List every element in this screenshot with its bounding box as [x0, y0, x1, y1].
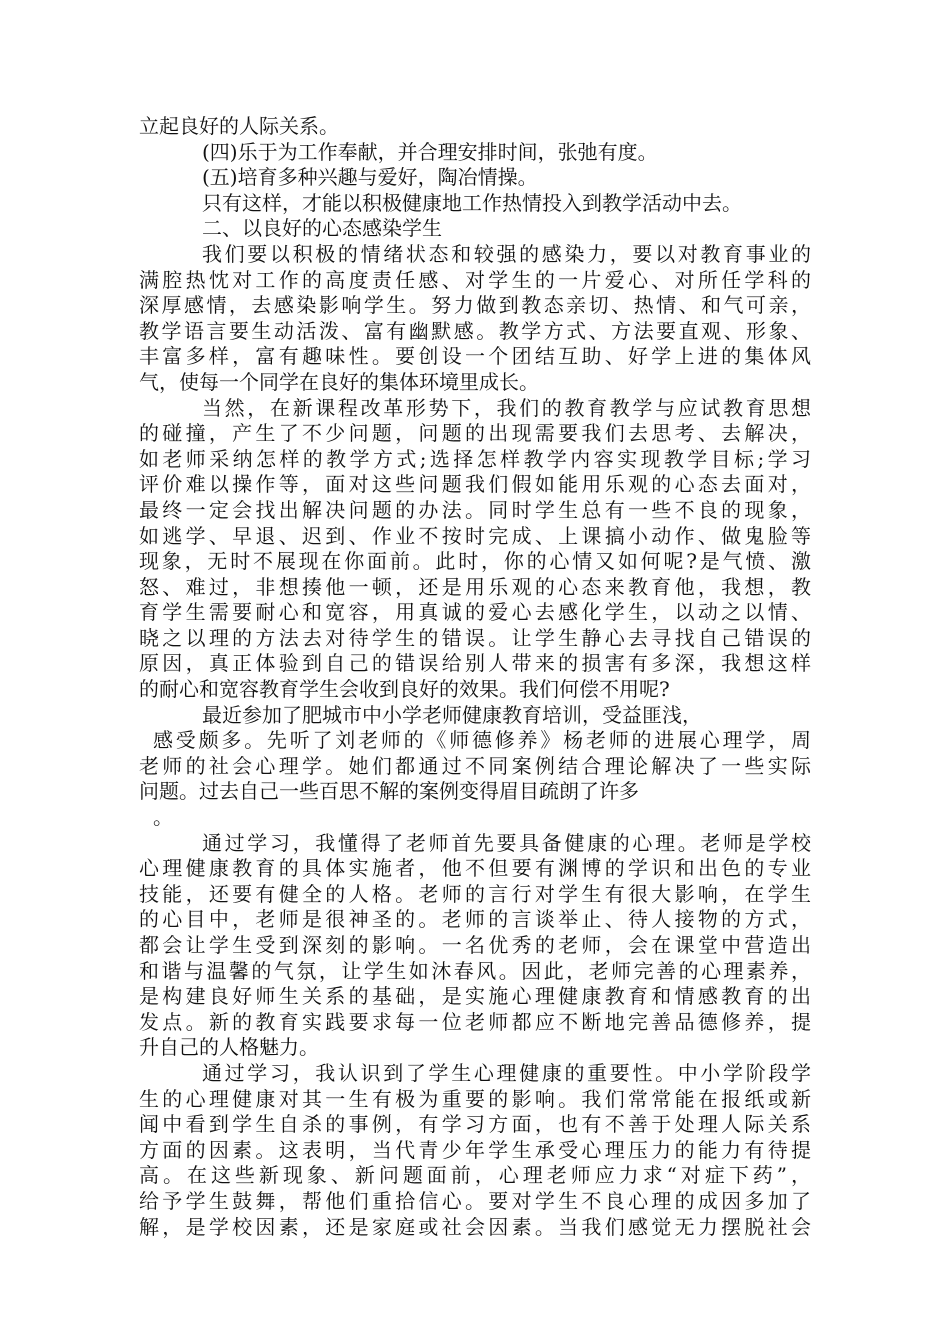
text-line: 技能，还要有健全的人格。老师的言行对学生有很大影响，在学生: [139, 881, 811, 906]
text-line: 的碰撞，产生了不少问题，问题的出现需要我们去思考、去解决，: [139, 421, 811, 446]
text-line: 都会让学生受到深刻的影响。一名优秀的老师，会在课堂中营造出: [139, 933, 811, 957]
text-line: 闻中看到学生自杀的事例，有学习方面，也有不善于处理人际关系: [139, 1112, 811, 1137]
text-line: 如老师采纳怎样的教学方式;选择怎样教学内容实现教学目标;学习: [139, 446, 811, 471]
text-line: 的心目中，老师是很神圣的。老师的言谈举止、待人接物的方式，: [139, 907, 811, 932]
text-line: 当然，在新课程改革形势下，我们的教育教学与应试教育思想: [202, 395, 811, 420]
text-line: 满腔热忱对工作的高度责任感、对学生的一片爱心、对所任学科的: [139, 267, 811, 292]
text-line: 二、以良好的心态感染学生: [202, 216, 442, 241]
text-line: 深厚感情，去感染影响学生。努力做到教态亲切、热情、和气可亲，: [139, 293, 811, 318]
text-line: (五)培育多种兴趣与爱好，陶冶情操。: [202, 165, 538, 190]
text-line: 高。在这些新现象、新问题面前，心理老师应力求“对症下药”，: [139, 1163, 811, 1188]
text-line: 气，使每一个同学在良好的集体环境里成长。: [139, 369, 539, 394]
text-line: 我们要以积极的情绪状态和较强的感染力，要以对教育事业的: [202, 241, 811, 266]
text-line: 心理健康教育的具体实施者，他不但要有渊博的学识和出色的专业: [139, 856, 811, 881]
text-line: 最终一定会找出解决问题的办法。同时学生总有一些不良的现象，: [139, 497, 811, 522]
text-line: 如逃学、早退、迟到、作业不按时完成、上课搞小动作、做鬼脸等: [139, 523, 811, 548]
text-line: 问题。过去自己一些百思不解的案例变得眉目疏朗了许多: [139, 779, 639, 804]
text-line: 晓之以理的方法去对待学生的错误。让学生静心去寻找自己错误的: [139, 625, 811, 650]
text-line: 。: [153, 805, 173, 830]
text-line: 感受颇多。先听了刘老师的《师德修养》杨老师的进展心理学，周: [153, 728, 811, 753]
text-line: 的耐心和宽容教育学生会收到良好的效果。我们何偿不用呢?: [139, 677, 670, 702]
text-line: 升自己的人格魅力。: [139, 1035, 319, 1060]
text-line: 教学语言要生动活泼、富有幽默感。教学方式、方法要直观、形象、: [139, 318, 811, 343]
text-line: 最近参加了肥城市中小学老师健康教育培训，受益匪浅，: [202, 702, 702, 727]
text-line: 丰富多样，富有趣味性。要创设一个团结互助、好学上进的集体风: [139, 344, 811, 369]
text-line: 是构建良好师生关系的基础，是实施心理健康教育和情感教育的出: [139, 984, 811, 1009]
text-line: 育学生需要耐心和宽容，用真诚的爱心去感化学生，以动之以情、: [139, 600, 811, 625]
text-line: 只有这样，才能以积极健康地工作热情投入到教学活动中去。: [202, 190, 742, 215]
text-line: 通过学习，我懂得了老师首先要具备健康的心理。老师是学校: [202, 830, 811, 855]
text-line: 现象，无时不展现在你面前。此时，你的心情又如何呢?是气愤、激: [139, 549, 811, 574]
text-line: 发点。新的教育实践要求每一位老师都应不断地完善品德修养，提: [139, 1009, 811, 1034]
document-body: [139, 114, 811, 1240]
text-line: 生的心理健康对其一生有极为重要的影响。我们常常能在报纸或新: [139, 1086, 811, 1111]
text-line: 方面的因素。这表明，当代青少年学生承受心理压力的能力有待提: [139, 1137, 811, 1162]
text-line: 立起良好的人际关系。: [139, 114, 339, 138]
text-line: 解，是学校因素，还是家庭或社会因素。当我们感觉无力摆脱社会: [139, 1214, 811, 1239]
text-line: 和谐与温馨的气氛，让学生如沐春风。因此，老师完善的心理素养，: [139, 958, 811, 983]
text-line: 评价难以操作等，面对这些问题我们假如能用乐观的心态去面对，: [139, 472, 811, 497]
text-line: (四)乐于为工作奉献，并合理安排时间，张弛有度。: [202, 139, 658, 164]
text-line: 怒、难过，非想揍他一顿，还是用乐观的心态来教育他，我想，教: [139, 574, 811, 599]
text-line: 通过学习，我认识到了学生心理健康的重要性。中小学阶段学: [202, 1060, 811, 1085]
text-line: 原因，真正体验到自己的错误给别人带来的损害有多深，我想这样: [139, 651, 811, 676]
text-line: 老师的社会心理学。她们都通过不同案例结合理论解决了一些实际: [139, 753, 811, 778]
text-line: 给予学生鼓舞，帮他们重拾信心。要对学生不良心理的成因多加了: [139, 1188, 811, 1213]
